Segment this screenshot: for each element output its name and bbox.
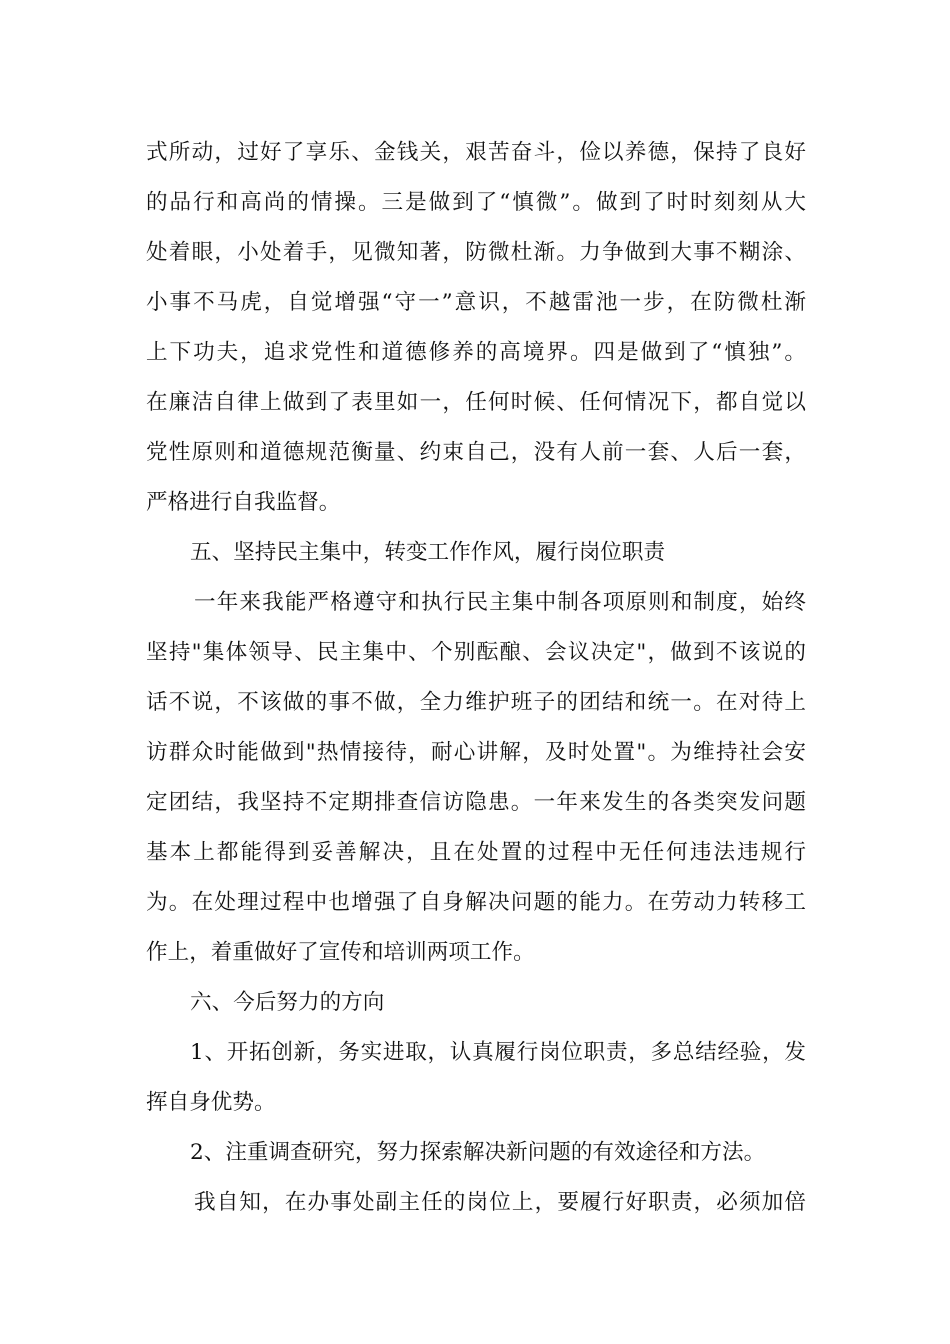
text-line: 基本上都能得到妥善解决，且在处置的过程中无任何违法违规行 — [146, 840, 806, 865]
text-line: 我自知，在办事处副主任的岗位上，要履行好职责，必须加倍 — [194, 1190, 806, 1215]
text-line: 为。在处理过程中也增强了自身解决问题的能力。在劳动力转移工 — [146, 890, 806, 915]
text-line: 严格进行自我监督。 — [146, 490, 341, 515]
text-line: 的品行和高尚的情操。三是做到了“慎微”。做到了时时刻刻从大 — [146, 190, 806, 215]
text-line: 定团结，我坚持不定期排查信访隐患。一年来发生的各类突发问题 — [146, 790, 806, 815]
text-line: 六、今后努力的方向 — [190, 990, 385, 1015]
text-line: 一年来我能严格遵守和执行民主集中制各项原则和制度，始终 — [194, 590, 806, 615]
text-line: 作上，着重做好了宣传和培训两项工作。 — [146, 940, 535, 965]
text-line: 五、坚持民主集中，转变工作作风，履行岗位职责 — [190, 540, 666, 565]
text-line: 话不说，不该做的事不做，全力维护班子的团结和统一。在对待上 — [146, 690, 806, 715]
text-line: 访群众时能做到"热情接待，耐心讲解，及时处置"。为维持社会安 — [146, 740, 806, 765]
text-line: 党性原则和道德规范衡量、约束自己，没有人前一套、人后一套， — [146, 440, 806, 465]
text-line: 2、注重调查研究，努力探索解决新问题的有效途径和方法。 — [190, 1140, 766, 1165]
text-line: 式所动，过好了享乐、金钱关，艰苦奋斗，俭以养德，保持了良好 — [146, 140, 806, 165]
text-line: 在廉洁自律上做到了表里如一，任何时候、任何情况下，都自觉以 — [146, 390, 806, 415]
text-line: 上下功夫，追求党性和道德修养的高境界。四是做到了“慎独”。 — [146, 340, 806, 365]
text-line: 小事不马虎，自觉增强“守一”意识，不越雷池一步，在防微杜渐 — [146, 290, 806, 315]
document-page — [146, 128, 806, 1228]
text-line: 1、开拓创新，务实进取，认真履行岗位职责，多总结经验，发 — [190, 1040, 806, 1065]
text-line: 坚持"集体领导、民主集中、个别酝酿、会议决定"，做到不该说的 — [146, 640, 806, 665]
text-line: 处着眼，小处着手，见微知著，防微杜渐。力争做到大事不糊涂、 — [146, 240, 806, 265]
text-line: 挥自身优势。 — [146, 1090, 276, 1115]
